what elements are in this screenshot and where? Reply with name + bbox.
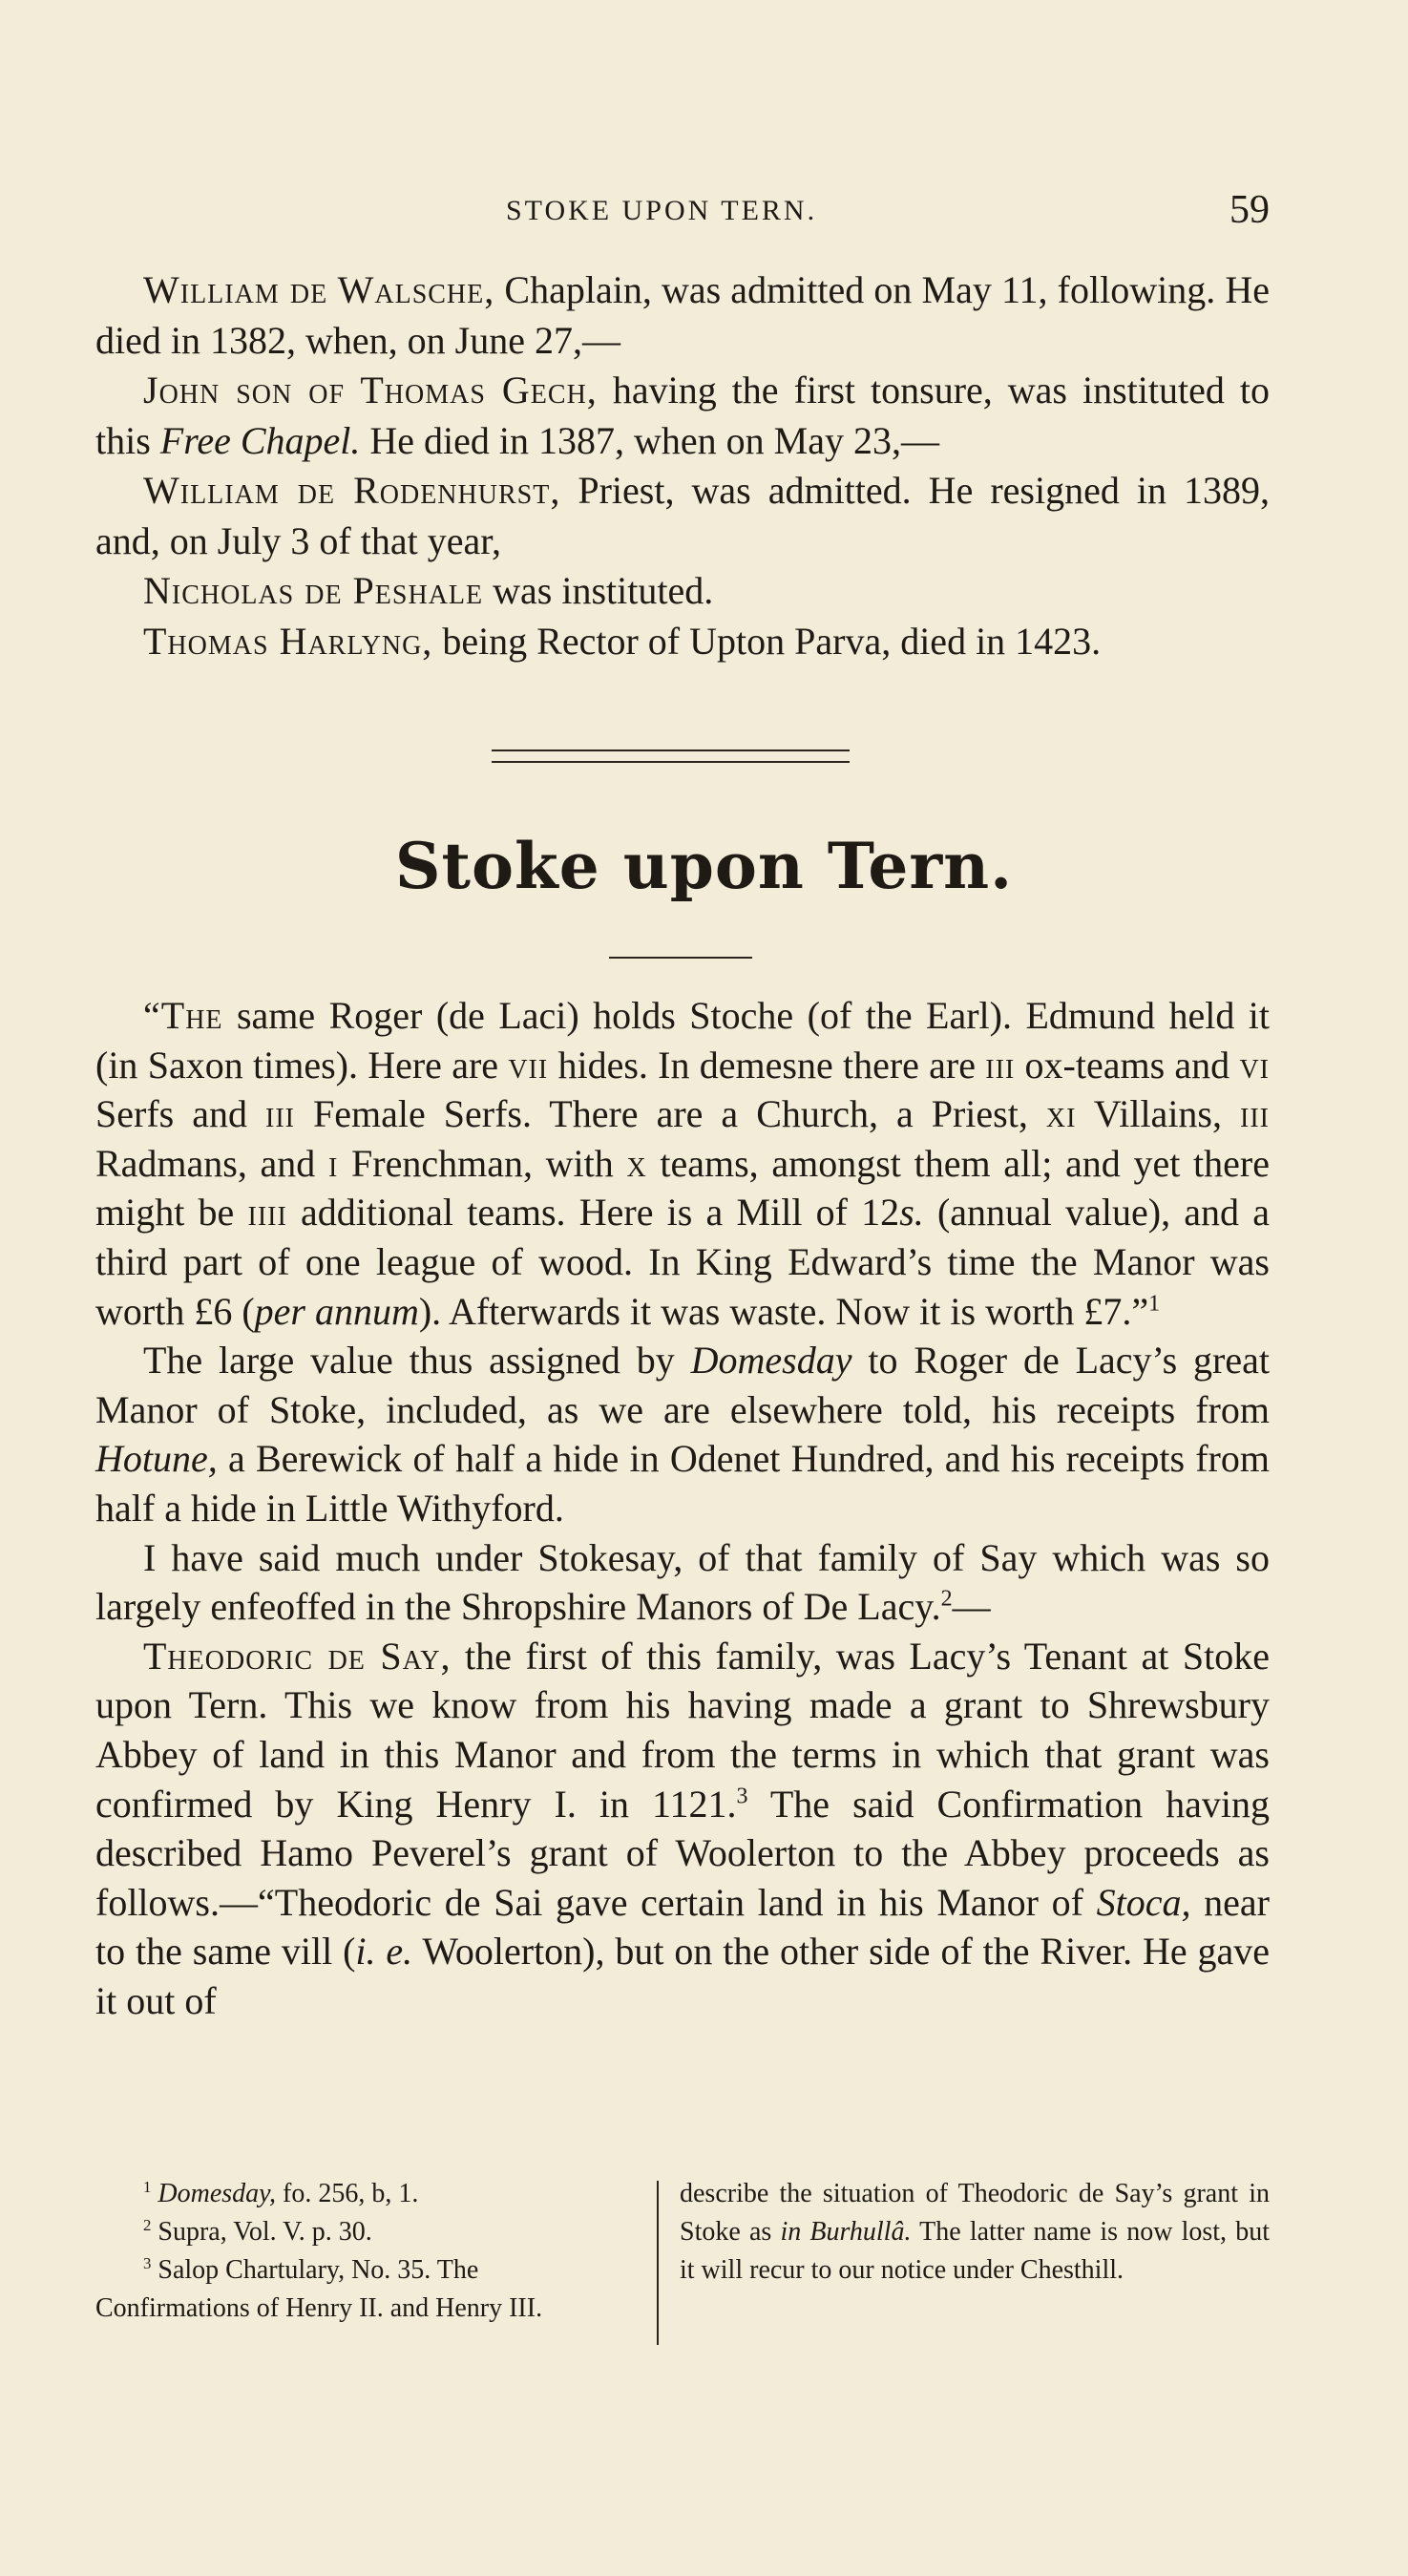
section-title: Stoke upon Tern. <box>394 829 1014 903</box>
title-rule <box>609 957 752 959</box>
footnote-continuation <box>680 2175 1270 2290</box>
footnote-text: Supra, Vol. V. p. 30. <box>151 2217 372 2247</box>
paragraph <box>95 265 1270 366</box>
roman-numeral: iii <box>985 1043 1016 1087</box>
page-number: 59 <box>1229 188 1270 232</box>
paragraph <box>95 466 1270 566</box>
paragraph-text: — <box>952 1585 991 1629</box>
paragraph-text: Radmans, and <box>95 1141 328 1185</box>
paragraph-text: The said Confirmation having described Hamo Peverel’s grant of Woolerton to the Abbey proceeds as follows.—“Theodoric de Sai gave certain land in his Manor of <box>95 1782 1270 1924</box>
paragraph-text: same Roger (de Laci) holds Stoche (of the Earl). Edmund held it (in Saxon times). Here are <box>95 994 1270 1087</box>
italic-text: in Burhullâ. <box>780 2217 912 2247</box>
roman-numeral: iii <box>1240 1092 1271 1136</box>
paragraph-text: hides. In demesne there are <box>548 1043 986 1087</box>
paragraph-text: near to the same vill ( <box>95 1880 1270 1974</box>
italic-text: Stoca, <box>1096 1880 1191 1924</box>
roman-numeral: i <box>328 1141 339 1185</box>
paragraph <box>95 1336 1270 1532</box>
running-title: STOKE UPON TERN. <box>506 195 818 226</box>
paragraph <box>95 566 1270 617</box>
italic-text: Hotune, <box>95 1437 218 1481</box>
paragraph-text: additional teams. Here is a Mill of 12 <box>286 1191 900 1235</box>
footnotes-left-column <box>95 2175 630 2328</box>
footnotes-right-column <box>680 2175 1270 2290</box>
italic-text: per annum <box>254 1289 419 1333</box>
paragraph-text: Female Serfs. There are a Church, a Priest, <box>295 1092 1046 1136</box>
footnote <box>95 2251 630 2328</box>
roman-numeral: x <box>626 1141 647 1185</box>
paragraph-text: to Roger de Lacy’s great Manor of Stoke, included, as we are elsewhere told, his receipts from <box>95 1339 1270 1431</box>
footnote-number: 1 <box>143 2177 152 2196</box>
paragraph-text: Chaplain, was admitted on May 11, following. He died in 1382, when, on June 27,— <box>95 268 1270 362</box>
roman-numeral: iiii <box>247 1191 287 1235</box>
paragraph <box>95 991 1270 1336</box>
roman-numeral: vii <box>508 1043 549 1087</box>
section-divider <box>492 750 850 763</box>
footnote-text: Salop Chartulary, No. 35. The Confirmations of Henry II. and Henry III. <box>95 2255 543 2323</box>
running-head <box>95 187 1270 244</box>
person-name: William de Walsche, <box>143 268 495 311</box>
person-name: Thomas Harlyng, <box>143 619 433 663</box>
footnote-text: describe the situation of Theodoric de Say’s grant in Stoke as <box>680 2179 1270 2247</box>
paragraph-text: having the first tonsure, was instituted to this <box>95 369 1271 462</box>
italic-text: Free Chapel. <box>159 418 361 462</box>
section-text <box>95 991 1270 2025</box>
paragraph-text: He died in 1387, when on May 23,— <box>360 418 939 462</box>
quote-opening: “The <box>143 994 223 1037</box>
roman-numeral: xi <box>1045 1092 1077 1136</box>
footnote-text: The latter name is now lost, but it will recur to our notice under Chesthill. <box>680 2217 1270 2285</box>
person-name: Nicholas de Peshale <box>143 569 484 612</box>
footnote-number: 2 <box>143 2215 152 2234</box>
paragraph-text: Woolerton), but on the other side of the River. He gave it out of <box>95 1930 1270 2022</box>
person-name: John son of Thomas Gech, <box>143 369 598 412</box>
paragraph-text: Villains, <box>1076 1092 1241 1136</box>
paragraph-text: a Berewick of half a hide in Odenet Hundred, and his receipts from half a hide in Little Withyford. <box>95 1437 1270 1530</box>
roman-numeral: iii <box>265 1092 295 1136</box>
italic-text: Domesday <box>690 1339 852 1383</box>
footnote-column-divider <box>657 2181 659 2345</box>
paragraph-text: teams, amongst them all; and yet there might be <box>95 1141 1270 1235</box>
footnote <box>95 2213 630 2251</box>
paragraph-text: Priest, was admitted. He resigned in 1389, and, on July 3 of that year, <box>95 469 1270 562</box>
italic-text: i. e. <box>355 1930 413 1974</box>
paragraph <box>95 366 1270 466</box>
paragraph-text: Serfs and <box>95 1092 266 1136</box>
paragraph <box>95 1533 1270 1632</box>
italic-text: Domesday, <box>158 2179 277 2208</box>
footnote-marker[interactable]: 2 <box>940 1586 953 1612</box>
italic-text: s. <box>899 1191 924 1235</box>
paragraph-text: I have said much under Stokesay, of that family of Say which was so largely enfeoffed in the Shropshire Manors of De Lacy. <box>95 1535 1270 1629</box>
paragraph-text: Frenchman, with <box>338 1141 627 1185</box>
paragraph-text: (annual value), and a third part of one league of wood. In King Edward’s time the Manor was worth £6 ( <box>95 1191 1271 1333</box>
person-name: William de Rodenhurst, <box>143 469 561 512</box>
footnote-marker[interactable]: 1 <box>1148 1291 1161 1317</box>
footnote-number: 3 <box>143 2253 152 2272</box>
paragraph-text: was instituted. <box>483 569 714 612</box>
person-name: Theodoric de Say, <box>143 1634 452 1678</box>
paragraph <box>95 617 1270 667</box>
roman-numeral: vi <box>1239 1043 1270 1087</box>
paragraph-text: the first of this family, was Lacy’s Tenant at Stoke upon Tern. This we know from his having made a grant to Shrewsbury Abbey of land in this Manor and from the terms in which that grant was confirmed by King Henry I. in 1121. <box>95 1634 1271 1826</box>
footnote-text: fo. 256, b, 1. <box>276 2179 419 2208</box>
paragraph-text: ). Afterwards it was waste. Now it is worth £7.” <box>418 1289 1149 1333</box>
paragraph <box>95 1632 1270 2026</box>
paragraph-text: ox-teams and <box>1015 1043 1240 1087</box>
footnote <box>95 2175 630 2213</box>
paragraph-text: being Rector of Upton Parva, died in 1423. <box>432 619 1102 663</box>
footnote-marker[interactable]: 3 <box>736 1784 748 1809</box>
previous-section-text <box>95 265 1270 666</box>
paragraph-text: The large value thus assigned by <box>143 1339 691 1383</box>
